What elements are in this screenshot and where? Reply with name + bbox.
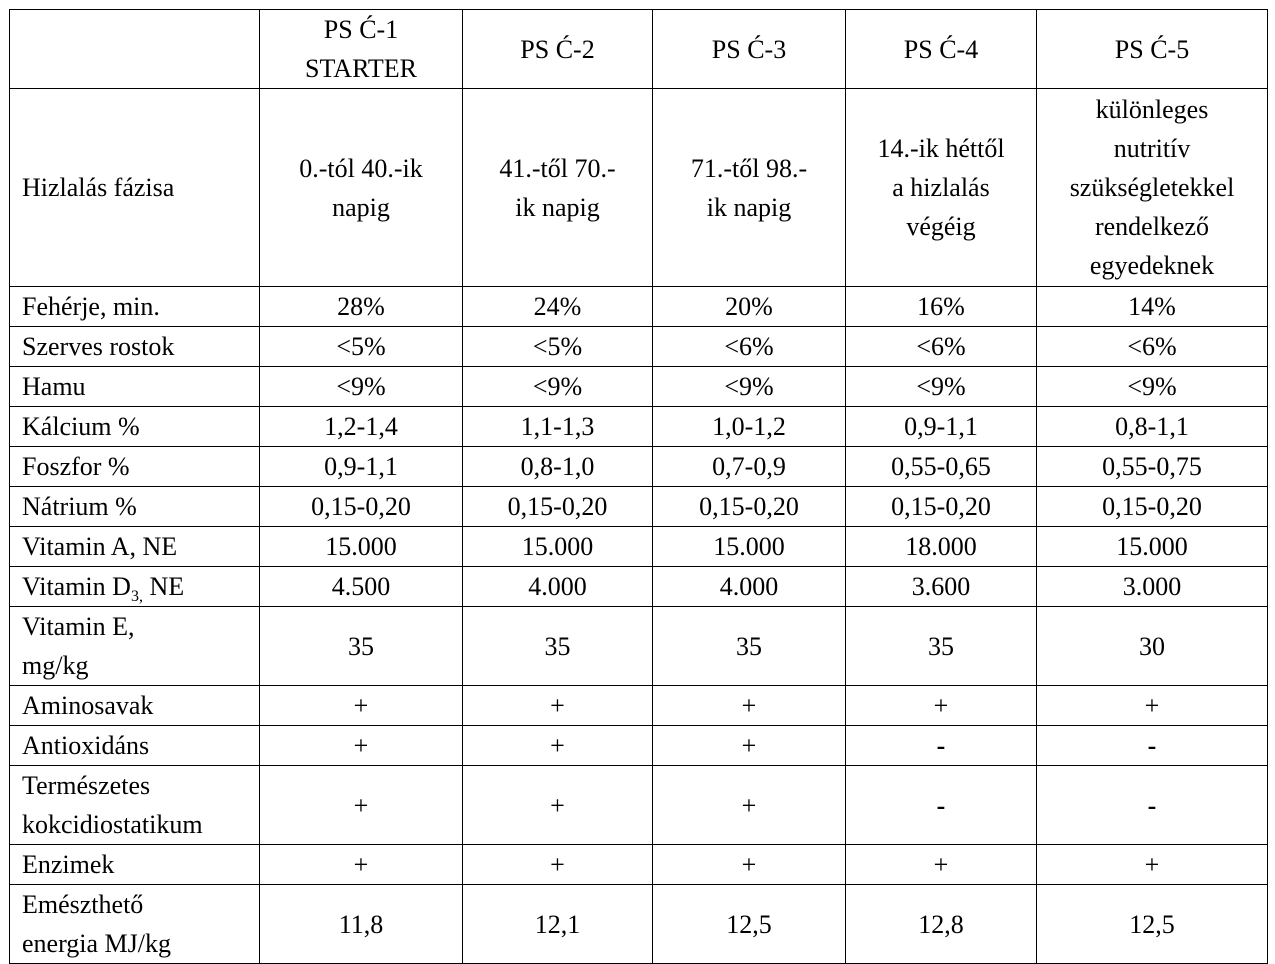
table-row — [10, 407, 1268, 447]
table-cell: 18.000 — [846, 527, 1037, 567]
table-cell: <9% — [1037, 367, 1268, 407]
table-cell: + — [653, 686, 846, 726]
table-cell: 11,8 — [260, 885, 463, 964]
table-row — [10, 726, 1268, 766]
table-cell: 15.000 — [260, 527, 463, 567]
column-header-ps-c1: PS Ć-1 STARTER — [260, 10, 463, 89]
table-cell: 24% — [463, 287, 653, 327]
table-cell: 1,0-1,2 — [653, 407, 846, 447]
table-cell: + — [653, 726, 846, 766]
table-cell: + — [653, 766, 846, 845]
row-label: Emészthető energia MJ/kg — [10, 885, 260, 964]
row-label-subscript: 3, — [130, 588, 143, 606]
table-cell: + — [463, 686, 653, 726]
table-cell: 71.-től 98.- ik napig — [653, 89, 846, 287]
table-cell: 3.600 — [846, 567, 1037, 607]
table-cell: 14.-ik héttől a hizlalás végéig — [846, 89, 1037, 287]
table-row — [10, 607, 1268, 686]
table-cell: 0,15-0,20 — [1037, 487, 1268, 527]
table-cell: 0,7-0,9 — [653, 447, 846, 487]
table-cell: 0,8-1,1 — [1037, 407, 1268, 447]
row-label: Vitamin A, NE — [10, 527, 260, 567]
table-cell: 1,2-1,4 — [260, 407, 463, 447]
table-cell: <9% — [260, 367, 463, 407]
column-header-ps-c3: PS Ć-3 — [653, 10, 846, 89]
table-row — [10, 686, 1268, 726]
table-cell: 35 — [260, 607, 463, 686]
table-cell: - — [1037, 766, 1268, 845]
row-label: Foszfor % — [10, 447, 260, 487]
table-cell: <9% — [846, 367, 1037, 407]
table-row — [10, 527, 1268, 567]
table-cell: 4.000 — [463, 567, 653, 607]
table-cell: + — [1037, 686, 1268, 726]
table-cell: <5% — [260, 327, 463, 367]
table-cell: 41.-től 70.- ik napig — [463, 89, 653, 287]
table-row — [10, 327, 1268, 367]
row-label: Hamu — [10, 367, 260, 407]
table-cell: + — [846, 845, 1037, 885]
header-corner-cell — [10, 10, 260, 89]
table-cell: 12,5 — [1037, 885, 1268, 964]
table-cell: 35 — [653, 607, 846, 686]
column-header-ps-c5: PS Ć-5 — [1037, 10, 1268, 89]
table-row — [10, 845, 1268, 885]
table-cell: - — [846, 766, 1037, 845]
table-cell: + — [260, 686, 463, 726]
table-cell: 20% — [653, 287, 846, 327]
row-label: Kálcium % — [10, 407, 260, 447]
table-cell: + — [1037, 845, 1268, 885]
table-cell: + — [260, 845, 463, 885]
table-cell: <9% — [653, 367, 846, 407]
table-cell: + — [260, 766, 463, 845]
table-cell: 12,1 — [463, 885, 653, 964]
row-label: Enzimek — [10, 845, 260, 885]
table-cell: 0,15-0,20 — [846, 487, 1037, 527]
table-cell: + — [463, 845, 653, 885]
table-cell: 0,15-0,20 — [260, 487, 463, 527]
row-label: Természetes kokcidiostatikum — [10, 766, 260, 845]
table-cell: 28% — [260, 287, 463, 327]
table-cell: 15.000 — [653, 527, 846, 567]
table-cell: + — [653, 845, 846, 885]
table-cell: <5% — [463, 327, 653, 367]
table-cell: <6% — [846, 327, 1037, 367]
table-cell: 0,8-1,0 — [463, 447, 653, 487]
row-label: Antioxidáns — [10, 726, 260, 766]
table-cell: 3.000 — [1037, 567, 1268, 607]
table-row — [10, 567, 1268, 607]
table-cell: 4.000 — [653, 567, 846, 607]
table-cell: 15.000 — [463, 527, 653, 567]
table-cell: <6% — [1037, 327, 1268, 367]
table-header-row — [10, 10, 1268, 89]
table-row — [10, 287, 1268, 327]
row-label: Vitamin E, mg/kg — [10, 607, 260, 686]
row-label: Nátrium % — [10, 487, 260, 527]
table-cell: 4.500 — [260, 567, 463, 607]
table-cell: + — [260, 726, 463, 766]
table-cell: + — [463, 726, 653, 766]
row-label: Szerves rostok — [10, 327, 260, 367]
table-row — [10, 885, 1268, 964]
table-cell: különleges nutritív szükségletekkel rendelkező egyedeknek — [1037, 89, 1268, 287]
table-cell: 15.000 — [1037, 527, 1268, 567]
row-label: Fehérje, min. — [10, 287, 260, 327]
table-cell: 0,9-1,1 — [260, 447, 463, 487]
table-cell: - — [846, 726, 1037, 766]
table-row — [10, 766, 1268, 845]
table-cell: <9% — [463, 367, 653, 407]
table-cell: 16% — [846, 287, 1037, 327]
table-row — [10, 367, 1268, 407]
row-label: Aminosavak — [10, 686, 260, 726]
column-header-ps-c4: PS Ć-4 — [846, 10, 1037, 89]
table-row — [10, 89, 1268, 287]
table-cell: 0,55-0,75 — [1037, 447, 1268, 487]
feed-composition-table — [9, 9, 1268, 964]
table-cell: 0,15-0,20 — [653, 487, 846, 527]
table-cell: <6% — [653, 327, 846, 367]
table-cell: 0,55-0,65 — [846, 447, 1037, 487]
table-cell: + — [463, 766, 653, 845]
row-label — [10, 567, 260, 607]
table-cell: 0,9-1,1 — [846, 407, 1037, 447]
table-cell: 0.-tól 40.-ik napig — [260, 89, 463, 287]
table-cell: 30 — [1037, 607, 1268, 686]
row-label-tail: NE — [142, 572, 185, 601]
row-label: Hizlalás fázisa — [10, 89, 260, 287]
column-header-ps-c2: PS Ć-2 — [463, 10, 653, 89]
table-row — [10, 447, 1268, 487]
table-row — [10, 487, 1268, 527]
table-cell: 35 — [463, 607, 653, 686]
table-cell: 14% — [1037, 287, 1268, 327]
row-label-main: Vitamin D — [22, 572, 131, 601]
table-cell: 1,1-1,3 — [463, 407, 653, 447]
table-cell: 12,8 — [846, 885, 1037, 964]
table-cell: 0,15-0,20 — [463, 487, 653, 527]
table-cell: 12,5 — [653, 885, 846, 964]
table-cell: + — [846, 686, 1037, 726]
table-cell: 35 — [846, 607, 1037, 686]
table-cell: - — [1037, 726, 1268, 766]
